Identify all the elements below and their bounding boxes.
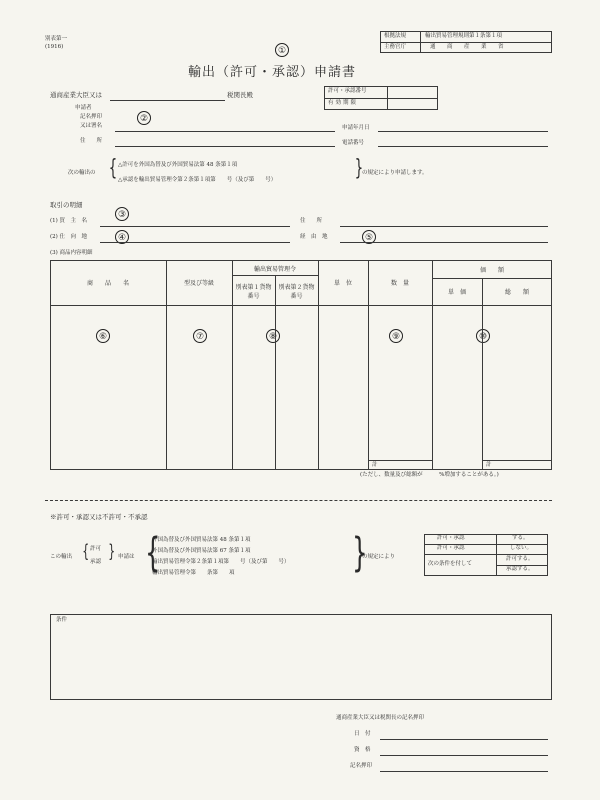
buyer-address-line[interactable]	[340, 226, 548, 227]
transaction-heading: 取引の明細	[50, 201, 83, 209]
decision-law-brace-right: }	[352, 530, 368, 576]
permit-number-label: 許可・承認番号	[328, 88, 367, 94]
form-code: (1916)	[45, 44, 64, 50]
via-line[interactable]	[340, 242, 548, 243]
col-header-unit-price: 単 価	[447, 288, 466, 296]
col-header-total: 総 額	[504, 288, 529, 296]
result-value-4: 承認する。	[506, 566, 534, 572]
buyer-address-label: 住 所	[300, 218, 323, 224]
marker-6: ⑥	[96, 329, 110, 343]
goods-heading: (3) 商品内容明細	[50, 250, 93, 256]
marker-1: ①	[275, 43, 289, 57]
conditions-label: 条件	[56, 617, 68, 623]
clause-line-1: △許可を外国為替及び外国貿易法第 48 条第１項	[118, 162, 238, 168]
phone-label: 電話番号	[342, 140, 365, 146]
buyer-label: (1) 買 主 名	[50, 218, 88, 224]
result-value-2: しない。	[510, 545, 533, 551]
marker-9: ⑨	[389, 329, 403, 343]
col-header-control-b: 別表第２貨物番号	[278, 284, 315, 300]
marker-5: ⑤	[362, 230, 376, 244]
decision-law-4: 輸出貿易管理令第 条第 項	[152, 570, 235, 576]
header-value-ministry: 通 商 産 業 省	[430, 44, 507, 50]
destination-label: (2) 仕 向 地	[50, 234, 88, 240]
signature-date-label: 日 付	[354, 731, 371, 737]
decision-prefix: この輸出	[50, 554, 73, 560]
destination-line[interactable]	[100, 242, 290, 243]
date-line[interactable]	[378, 131, 548, 132]
applicant-name-line[interactable]	[115, 131, 335, 132]
signature-title-label: 資 格	[354, 747, 371, 753]
clause-brace-left: {	[108, 156, 118, 181]
decision-opt-brace-left: {	[82, 541, 90, 562]
date-label: 申請年月日	[342, 125, 370, 131]
price-total-label: 計	[486, 462, 492, 468]
header-label-ministry: 主務官庁	[384, 44, 407, 50]
col-header-qty: 数 量	[390, 279, 409, 287]
decision-law-3: 輸出貿易管理令第２条第１項第 号（及び第 号）	[152, 559, 290, 565]
result-value-3: 許可する。	[506, 556, 534, 562]
seal-label: 記名押印	[80, 114, 103, 120]
result-label-3: 次の条件を付して	[428, 561, 473, 567]
addressee-prefix: 通商産業大臣又は	[50, 91, 102, 99]
decision-opt-brace-right: }	[108, 541, 116, 562]
buyer-line[interactable]	[100, 226, 290, 227]
decision-heading: ※許可・承認又は不許可・不承認	[50, 513, 148, 521]
signature-title-line[interactable]	[380, 755, 548, 756]
decision-opt-approve: 承認	[90, 559, 102, 565]
clause-prefix: 次の輸出の	[68, 170, 96, 176]
applicant-label: 申請者	[75, 105, 92, 111]
decision-opt-permit: 許可	[90, 546, 102, 552]
via-label: 経 由 地	[300, 234, 328, 240]
col-header-name: 商 品 名	[86, 279, 129, 287]
decision-law-1: 外国為替及び外国貿易法第 48 条第１項	[152, 537, 251, 543]
col-header-control-a: 別表第１貨物番号	[235, 284, 272, 300]
phone-line[interactable]	[378, 146, 548, 147]
address-line[interactable]	[115, 146, 335, 147]
addressee-line[interactable]	[110, 100, 225, 101]
marker-2: ②	[137, 111, 151, 125]
clause-line-2: △承認を輸出貿易管理令第２条第１項第 号（及び第 号）	[118, 177, 277, 183]
col-header-price: 価 額	[479, 266, 504, 274]
result-value-1: する。	[512, 535, 529, 541]
conditions-box[interactable]	[50, 614, 552, 700]
marker-10: ⑩	[476, 329, 490, 343]
signature-heading: 通商産業大臣又は税関長の記名押印	[336, 715, 425, 721]
form-number: 別表第一	[45, 36, 68, 42]
qty-total-label: 計	[372, 462, 378, 468]
col-header-unit: 単 位	[333, 279, 352, 287]
marker-3: ③	[115, 207, 129, 221]
decision-mid: 申請は	[118, 554, 135, 560]
result-label-2: 許可・承認	[437, 545, 465, 551]
marker-8: ⑧	[266, 329, 280, 343]
signature-date-line[interactable]	[380, 739, 548, 740]
signature-seal-line[interactable]	[380, 771, 548, 772]
header-label-law: 根拠法規	[384, 33, 407, 39]
permit-expiry-label: 有効期限	[328, 100, 359, 106]
address-label: 住 所	[80, 138, 103, 144]
header-value-law: 輸出貿易管理規則第１条第１項	[425, 33, 503, 39]
decision-law-2: 外国為替及び外国貿易法第 67 条第１項	[152, 548, 251, 554]
marker-4: ④	[115, 230, 129, 244]
page-title: 輸出（許可・承認）申請書	[188, 65, 357, 80]
marker-7: ⑦	[193, 329, 207, 343]
sign-label: 又は署名	[80, 123, 103, 129]
section-divider	[45, 500, 552, 501]
signature-seal-label: 記名押印	[350, 763, 373, 769]
goods-footnote: (ただし、数量及び総額が %増加することがある。)	[360, 472, 499, 478]
clause-suffix: の規定により申請します。	[362, 170, 428, 176]
decision-suffix: の規定により	[362, 554, 396, 560]
result-label-1: 許可・承認	[437, 535, 465, 541]
addressee-suffix: 税関長殿	[227, 91, 253, 99]
decision-law-brace-left: {	[145, 530, 161, 576]
col-header-control: 輸出貿易管理令	[253, 265, 296, 273]
clause-brace-right: }	[354, 156, 364, 181]
col-header-grade: 型及び等級	[183, 279, 214, 287]
